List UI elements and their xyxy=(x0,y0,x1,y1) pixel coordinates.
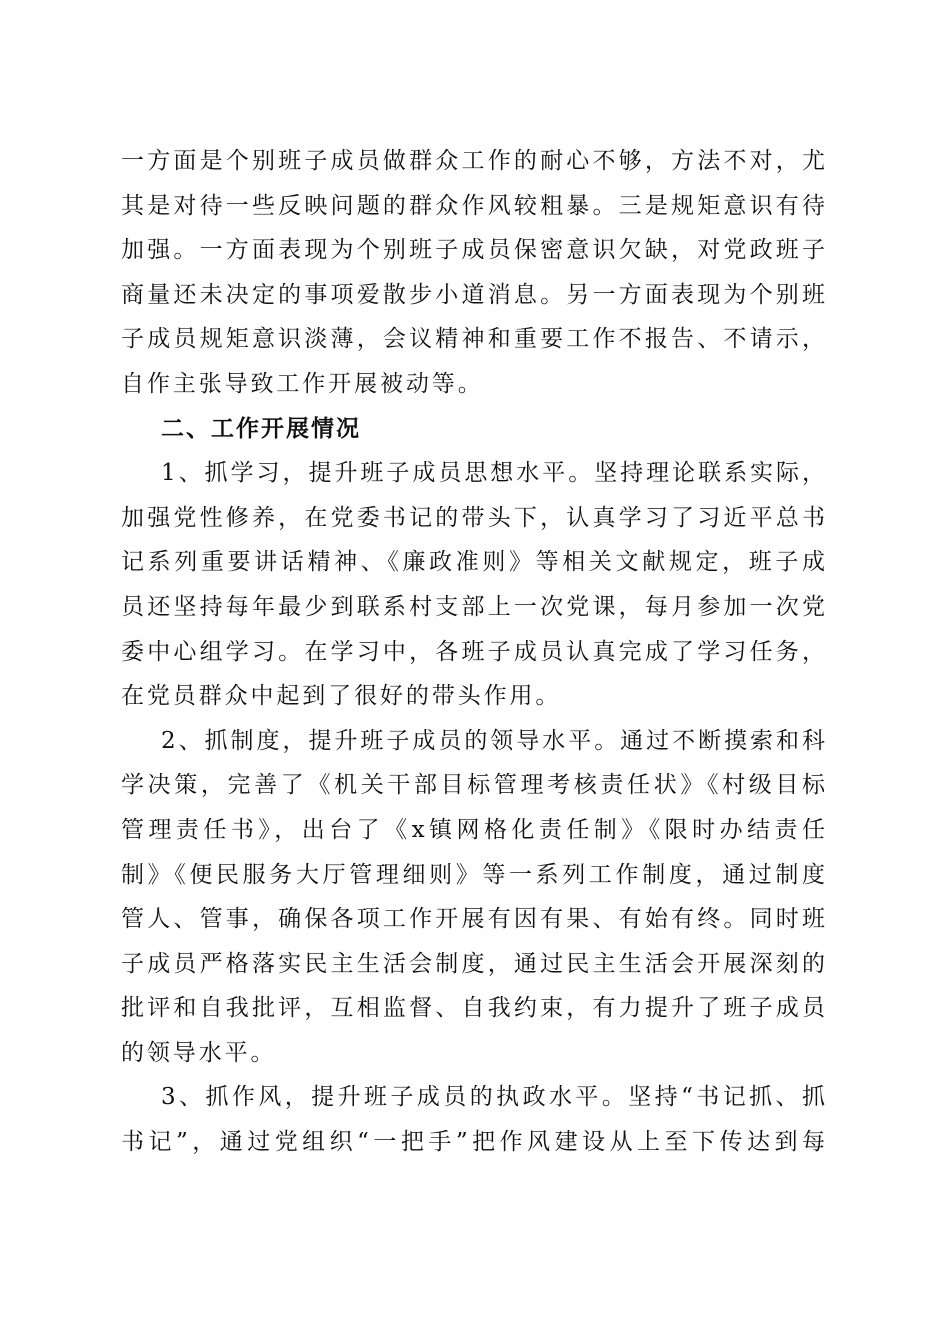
text-line: 2、抓制度，提升班子成员的领导水平。通过不断摸索和科 xyxy=(161,727,825,754)
section-heading: 二、工作开展情况 xyxy=(161,415,361,442)
list-item-style xyxy=(121,1075,825,1164)
text-line: 批评和自我批评，互相监督、自我约束，有力提升了班子成员 xyxy=(121,995,825,1022)
text-line: 加强。一方面表现为个别班子成员保密意识欠缺，对党政班子 xyxy=(121,237,825,264)
text-line: 子成员严格落实民主生活会制度，通过民主生活会开展深刻的 xyxy=(121,950,825,977)
text-line: 3、抓作风，提升班子成员的执政水平。坚持“书记抓、抓 xyxy=(161,1084,825,1111)
text-line: 管人、管事，确保各项工作开展有因有果、有始有终。同时班 xyxy=(121,906,825,933)
list-item-system xyxy=(121,719,825,1076)
text-line: 加强党性修养，在党委书记的带头下，认真学习了习近平总书 xyxy=(121,504,825,531)
text-line: 自作主张导致工作开展被动等。 xyxy=(121,370,484,397)
document-body xyxy=(121,139,825,1165)
text-line: 委中心组学习。在学习中，各班子成员认真完成了学习任务， xyxy=(121,638,825,665)
text-line: 1、抓学习，提升班子成员思想水平。坚持理论联系实际， xyxy=(161,460,825,487)
text-line: 商量还未决定的事项爱散步小道消息。另一方面表现为个别班 xyxy=(121,281,825,308)
text-line: 子成员规矩意识淡薄，会议精神和重要工作不报告、不请示， xyxy=(121,326,825,353)
text-line: 员还坚持每年最少到联系村支部上一次党课，每月参加一次党 xyxy=(121,593,825,620)
text-line: 制》《便民服务大厅管理细则》等一系列工作制度，通过制度 xyxy=(121,861,825,888)
text-line: 的领导水平。 xyxy=(121,1039,277,1066)
text-line: 一方面是个别班子成员做群众工作的耐心不够，方法不对，尤 xyxy=(121,148,825,174)
text-line: 在党员群众中起到了很好的带头作用。 xyxy=(121,683,562,710)
text-line: 学决策，完善了《机关干部目标管理考核责任状》《村级目标 xyxy=(121,772,825,799)
text-line: 书记”，通过党组织“一把手”把作风建设从上至下传达到每 xyxy=(121,1129,825,1156)
text-line: 记系列重要讲话精神、《廉政准则》等相关文献规定，班子成 xyxy=(121,549,825,576)
list-item-study xyxy=(121,451,825,719)
paragraph-continued xyxy=(121,139,825,407)
text-line: 其是对待一些反映问题的群众作风较粗暴。三是规矩意识有待 xyxy=(121,192,825,219)
text-line: 管理责任书》，出台了《x镇网格化责任制》《限时办结责任 xyxy=(121,816,825,843)
